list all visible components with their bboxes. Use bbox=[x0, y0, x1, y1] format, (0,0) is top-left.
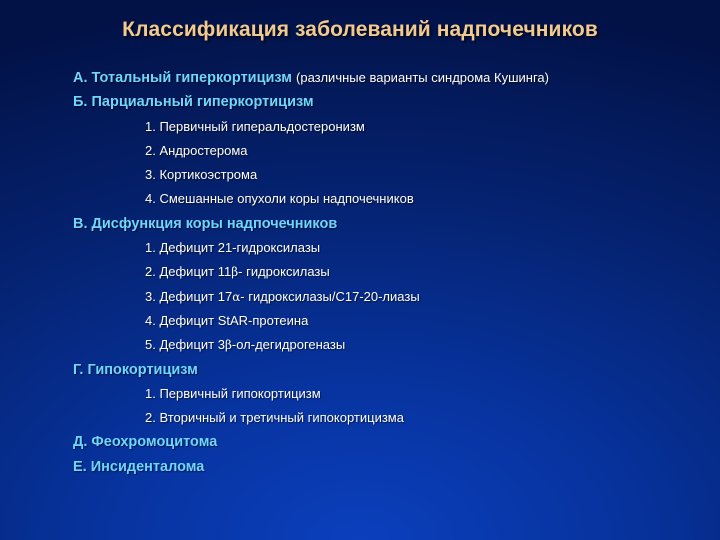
item-text: - гидроксилазы bbox=[238, 264, 330, 280]
item-text: - гидроксилазы/С17-20-лиазы bbox=[240, 288, 420, 304]
item-text: 2. Дефицит 11 bbox=[145, 264, 232, 280]
section-heading-b bbox=[73, 90, 713, 114]
section-label: Г. Гипокортицизм bbox=[73, 361, 198, 378]
classification-list bbox=[73, 66, 713, 479]
section-heading-e bbox=[73, 455, 713, 479]
list-item: 2. Андростерома bbox=[145, 142, 248, 158]
list-item bbox=[73, 260, 713, 284]
slide-title: Классификация заболеваний надпочечников bbox=[122, 18, 598, 41]
section-heading-d bbox=[73, 430, 713, 454]
item-text: -ол-дегидрогеназы bbox=[231, 337, 346, 353]
section-label: А. Тотальный гиперкортицизм bbox=[73, 70, 292, 86]
section-label: Е. Инсиденталома bbox=[73, 458, 205, 475]
list-item: 4. Смешанные опухоли коры надпочечников bbox=[145, 191, 414, 207]
list-item: 1. Дефицит 21-гидроксилазы bbox=[145, 240, 321, 256]
section-heading-g bbox=[73, 358, 713, 382]
list-item: 3. Кортикоэстрома bbox=[145, 167, 258, 183]
item-text: 3. Дефицит 17 bbox=[145, 288, 233, 304]
list-item: 1. Первичный гипокортицизм bbox=[145, 385, 321, 401]
section-label: Д. Феохромоцитома bbox=[73, 434, 218, 451]
list-item bbox=[73, 333, 713, 357]
section-label: В. Дисфункция коры надпочечников bbox=[73, 215, 338, 232]
section-note: (различные варианты синдрома Кушинга) bbox=[296, 70, 549, 85]
section-label: Б. Парциальный гиперкортицизм bbox=[73, 94, 314, 111]
list-item: 1. Первичный гиперальдостеронизм bbox=[145, 118, 365, 134]
list-item: 2. Вторичный и третичный гипокортицизма bbox=[145, 410, 404, 426]
greek-symbol: β bbox=[224, 338, 232, 353]
section-heading-a bbox=[73, 66, 713, 90]
section-heading-v bbox=[73, 212, 713, 236]
greek-symbol: α bbox=[232, 289, 241, 304]
greek-symbol: β bbox=[231, 265, 239, 280]
list-item bbox=[73, 285, 713, 309]
item-text: 5. Дефицит 3 bbox=[145, 337, 225, 353]
list-item: 4. Дефицит StAR-протеина bbox=[145, 312, 309, 328]
